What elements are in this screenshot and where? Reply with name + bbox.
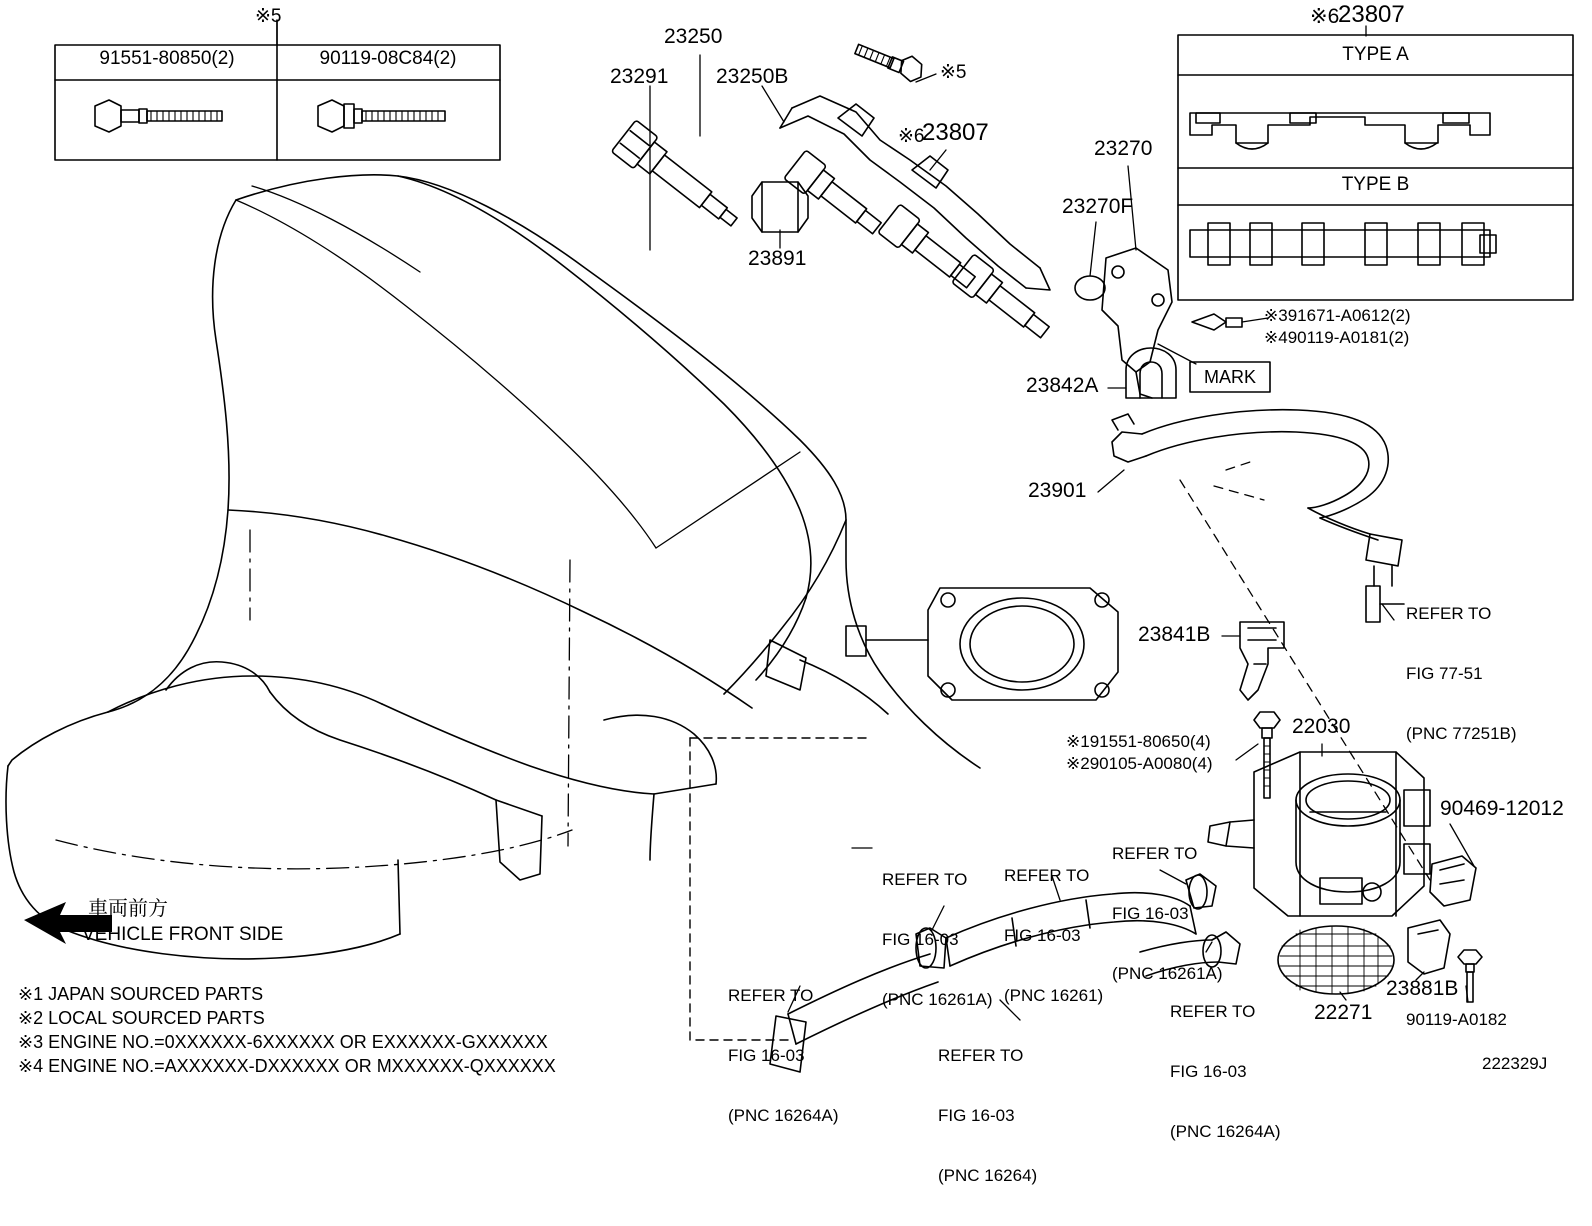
bolt-table-col-2: 90119-08C84(2) (319, 48, 457, 69)
refer-line: REFER TO (728, 986, 814, 1005)
refer-line: REFER TO (1112, 844, 1198, 863)
refer-line: (PNC 16264A) (1170, 1122, 1281, 1141)
type-b-label: TYPE B (1341, 174, 1410, 195)
refer-line: REFER TO (882, 870, 968, 889)
refer-line: FIG 16-03 (728, 1046, 805, 1065)
refer-line: REFER TO (1406, 604, 1492, 623)
leader-lines (277, 22, 1474, 1020)
refer-line: FIG 16-03 (882, 930, 959, 949)
bolt-note-3: ※391671-A0612(2) (1264, 306, 1411, 325)
type-box-mark: ※6 (1310, 5, 1340, 28)
callout-90119-A0182: 90119-A0182 (1406, 1010, 1507, 1029)
callout-23842A: 23842A (1026, 374, 1099, 397)
throttle-gasket-22271 (1278, 926, 1394, 994)
refer-block-16264 (938, 1006, 1037, 1226)
footnote-4: ※4 ENGINE NO.=AXXXXXX-DXXXXXX OR MXXXXXX-QXXXXXX (18, 1056, 556, 1076)
hose-clip-90469-12012 (1430, 856, 1476, 906)
callout-23901: 23901 (1028, 479, 1087, 502)
refer-line: REFER TO (938, 1046, 1024, 1065)
refer-line: FIG 16-03 (1112, 904, 1189, 923)
type-box-code: 23807 (1338, 1, 1405, 28)
callout-23270F: 23270F (1062, 195, 1134, 218)
bolt-note-2: ※290105-A0080(4) (1066, 754, 1213, 773)
refer-line: (PNC 16261) (1004, 986, 1104, 1005)
vacuum-hose-23901 (1112, 410, 1402, 586)
type-box-frame (1178, 35, 1573, 300)
refer-line: FIG 77-51 (1406, 664, 1483, 683)
callout-23291: 23291 (610, 65, 669, 88)
bolt-table-col-1: 91551-80850(2) (99, 48, 235, 69)
refer-line: (PNC 16261A) (1112, 964, 1223, 983)
refer-block-16264A-b (1170, 962, 1281, 1182)
refer-line: FIG 16-03 (1004, 926, 1081, 945)
callout-23270: 23270 (1094, 137, 1153, 160)
footnote-3: ※3 ENGINE NO.=0XXXXXX-6XXXXXX OR EXXXXXX-GXXXXXX (18, 1032, 548, 1052)
refer-block-16264A-a (728, 946, 839, 1166)
mark-label: MARK (1203, 367, 1256, 387)
throttle-mount-flange (846, 588, 1118, 700)
callout-22271: 22271 (1314, 1001, 1373, 1024)
refer-line: (PNC 77251B) (1406, 724, 1517, 743)
throttle-body-22030 (1208, 712, 1430, 916)
callout-23891: 23891 (748, 247, 807, 270)
footnote-1: ※1 JAPAN SOURCED PARTS (18, 984, 264, 1004)
refer-line: FIG 16-03 (1170, 1062, 1247, 1081)
callout-mark-5: ※5 (940, 62, 967, 83)
callout-90469-12012: 90469-12012 (1440, 797, 1564, 820)
footnote-2: ※2 LOCAL SOURCED PARTS (18, 1008, 265, 1028)
bolt-note-4: ※490119-A0181(2) (1264, 328, 1410, 347)
intake-manifold-outline (6, 175, 980, 959)
type-a-label: TYPE A (1342, 44, 1409, 65)
figure-code: 222329J (1482, 1054, 1548, 1073)
fuel-delivery-pipe (611, 36, 1056, 346)
refer-line: REFER TO (1004, 866, 1090, 885)
refer-block-77-51 (1406, 564, 1517, 784)
front-arrow-label-jp: 車両前方 (88, 898, 168, 920)
refer-line: FIG 16-03 (938, 1106, 1015, 1125)
refer-line: (PNC 16261A) (882, 990, 993, 1009)
front-arrow-label-en: VEHICLE FRONT SIDE (82, 924, 284, 945)
callout-23807: 23807 (922, 119, 989, 146)
callout-22030: 22030 (1292, 715, 1351, 738)
callout-23250: 23250 (664, 25, 723, 48)
bolt-note-1: ※191551-80650(4) (1066, 732, 1211, 751)
refer-line: (PNC 16264) (938, 1166, 1038, 1185)
callout-23250B: 23250B (716, 65, 789, 88)
callout-mark-6: ※6 (898, 126, 925, 147)
callout-23841B: 23841B (1138, 623, 1211, 646)
bolt-table-mark: ※5 (255, 6, 282, 27)
refer-77-51-marker (1366, 586, 1404, 622)
refer-line: (PNC 16264A) (728, 1106, 839, 1125)
callout-23881B: 23881B (1386, 977, 1459, 1000)
refer-line: REFER TO (1170, 1002, 1256, 1021)
clip-23841B (1240, 622, 1284, 700)
